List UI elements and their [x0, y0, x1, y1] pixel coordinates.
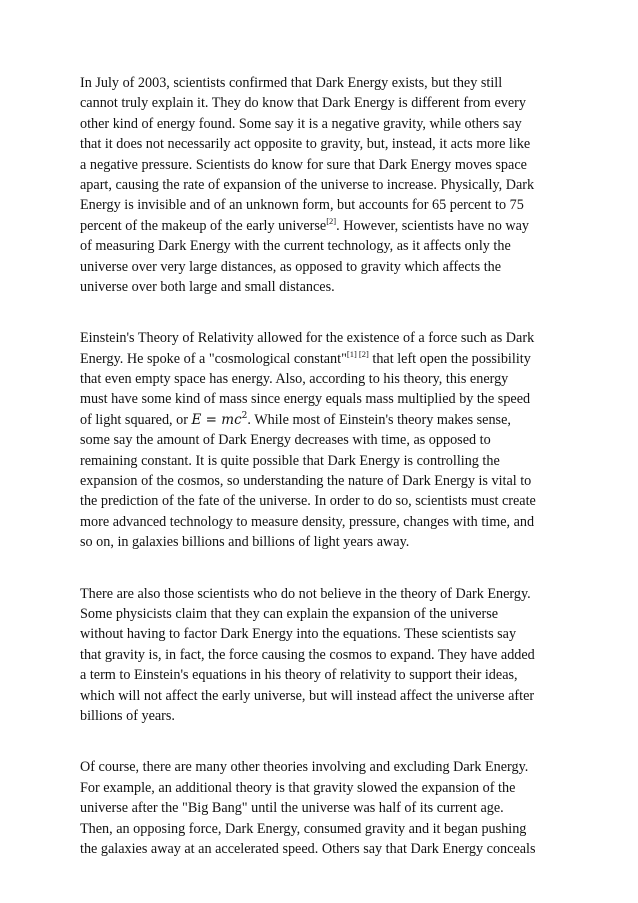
text-run: universe after the "Big Bang" until the universe was half of its current age. [80, 800, 504, 817]
text-run: For example, an additional theory is that gravity slowed the expansion of the [80, 779, 516, 796]
text-line [80, 389, 564, 409]
text-line [80, 175, 564, 195]
text-run: so on, in galaxies billions and billions of light years away. [80, 534, 410, 551]
text-line [80, 706, 564, 726]
text-run: percent of the makeup of the early universe [80, 217, 327, 234]
text-run: other kind of energy found. Some say it is a negative gravity, while others say [80, 115, 522, 132]
text-line [80, 584, 564, 604]
text-run: In July of 2003, scientists confirmed that Dark Energy exists, but they still [80, 75, 503, 91]
text-run: apart, causing the rate of expansion of the universe to increase. Physically, Dark [80, 176, 535, 193]
equation-exponent: 2 [241, 410, 248, 421]
text-run: cannot truly explain it. They do know that Dark Energy is different from every [80, 95, 526, 112]
text-line [80, 512, 564, 532]
text-line [80, 778, 564, 798]
text-line [80, 155, 564, 175]
text-run: Energy is invisible and of an unknown form, but accounts for 65 percent to 75 [80, 197, 524, 214]
text-run: a negative pressure. Scientists do know for sure that Dark Energy moves space [80, 156, 527, 173]
text-run: of light squared, or [80, 411, 192, 428]
text-run: Of course, there are many other theories involving and excluding Dark Energy. [80, 759, 529, 776]
text-run: must have some kind of mass since energy equals mass multiplied by the speed [80, 391, 531, 408]
text-line [80, 410, 564, 430]
text-run: the galaxies away at an accelerated speed. Others say that Dark Energy conceals [80, 840, 536, 857]
text-line [80, 757, 564, 777]
equation-inline [192, 412, 248, 428]
text-line [80, 257, 564, 277]
text-run: without having to factor Dark Energy into the equations. These scientists say [80, 626, 517, 643]
text-run: Some physicists claim that they can explain the expansion of the universe [80, 605, 499, 622]
text-run: . While most of Einstein's theory makes sense, [247, 411, 511, 428]
paragraph-2 [80, 328, 564, 552]
text-line [80, 451, 564, 471]
text-run: more advanced technology to measure density, pressure, changes with time, and [80, 513, 535, 530]
text-run: billions of years. [80, 707, 175, 724]
text-line [80, 430, 564, 450]
text-line [80, 369, 564, 389]
text-run: that it does not necessarily act opposite to gravity, but, instead, it acts more like [80, 136, 531, 153]
text-run: of measuring Dark Energy with the current technology, as it affects only the [80, 238, 511, 255]
text-run: which will not affect the early universe, but will instead affect the universe after [80, 687, 535, 704]
text-run: the prediction of the fate of the universe. In order to do so, scientists must create [80, 493, 536, 510]
text-line [80, 686, 564, 706]
text-line [80, 114, 564, 134]
text-line [80, 645, 564, 665]
text-line [80, 277, 564, 297]
text-run: universe over both large and small distances. [80, 278, 335, 295]
text-line [80, 93, 564, 113]
text-run: remaining constant. It is quite possible that Dark Energy is controlling the [80, 452, 500, 469]
text-line [80, 216, 564, 236]
text-run: Then, an opposing force, Dark Energy, consumed gravity and it began pushing [80, 820, 527, 837]
text-run: that gravity is, in fact, the force causing the cosmos to expand. They have added [80, 646, 535, 663]
text-line [80, 819, 564, 839]
text-run: universe over very large distances, as opposed to gravity which affects the [80, 258, 502, 275]
citation-reference: [2] [326, 215, 337, 226]
text-run: Energy. He spoke of a "cosmological constant" [80, 350, 347, 367]
text-run: some say the amount of Dark Energy decreases with time, as opposed to [80, 432, 491, 449]
paragraph-4 [80, 757, 564, 859]
text-line [80, 328, 564, 348]
text-run: expansion of the cosmos, so understanding the nature of Dark Energy is vital to [80, 473, 532, 490]
text-run: There are also those scientists who do not believe in the theory of Dark Energy. [80, 585, 531, 602]
text-line [80, 195, 564, 215]
text-line [80, 491, 564, 511]
text-line [80, 134, 564, 154]
text-run: that left open the possibility [368, 350, 531, 367]
text-line [80, 624, 564, 644]
equation-operator: = [201, 411, 222, 428]
paragraph-3 [80, 584, 564, 727]
text-line [80, 236, 564, 256]
text-run: Einstein's Theory of Relativity allowed for the existence of a force such as Dark [80, 330, 535, 347]
document-page [80, 73, 564, 859]
text-run: that even empty space has energy. Also, according to his theory, this energy [80, 371, 509, 388]
text-line [80, 798, 564, 818]
equation-symbol: E [191, 411, 202, 428]
citation-reference: [1] [2] [346, 348, 369, 359]
paragraph-1 [80, 73, 564, 297]
text-line [80, 471, 564, 491]
text-line [80, 665, 564, 685]
text-line [80, 349, 564, 369]
text-line [80, 73, 564, 93]
text-line [80, 604, 564, 624]
text-run: a term to Einstein's equations in his theory of relativity to support their ideas, [80, 667, 518, 684]
text-run: . However, scientists have no way [336, 217, 530, 234]
equation-symbol: mc [221, 411, 242, 428]
text-line [80, 839, 564, 859]
text-line [80, 532, 564, 552]
